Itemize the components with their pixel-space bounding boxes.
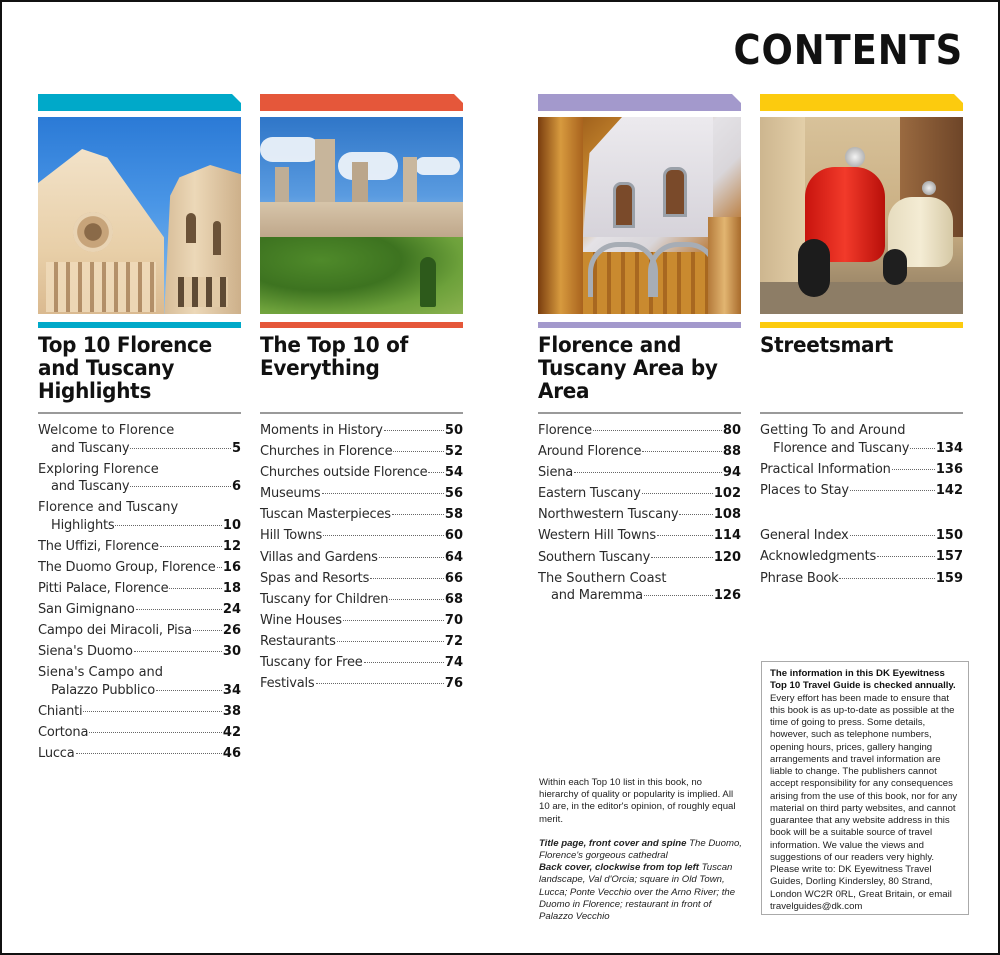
cover-credits: Title page, front cover and spine The Duomo, Florence's gorgeous cathedral Back cover, clockwise from top left Tuscan landscape, Val d'Orcia; square in Old Town, Lucca; Ponte Vecchio over the Arno River; the Duomo in Florence; restaurant in front of Palazzo Vecchio xyxy=(539,837,742,923)
toc-list xyxy=(538,422,741,608)
page-number: 54 xyxy=(444,465,463,481)
section-rule xyxy=(38,322,241,328)
page-number: 50 xyxy=(444,423,463,438)
page-number: 142 xyxy=(935,482,963,498)
page-number: 66 xyxy=(444,570,463,586)
toc-entry[interactable]: Acknowledgments 157 xyxy=(760,549,963,565)
toc-entry[interactable]: Pitti Palace, Florence 18 xyxy=(38,580,241,596)
toc-entry[interactable]: General Index 150 xyxy=(760,528,963,544)
toc-entry[interactable]: Places to Stay 142 xyxy=(760,482,963,498)
toc-entry[interactable]: Cortona 42 xyxy=(38,725,241,741)
toc-list xyxy=(38,422,241,766)
toc-entry[interactable]: The Uffizi, Florence 12 xyxy=(38,538,241,554)
toc-entry[interactable]: Churches in Florence 52 xyxy=(260,444,463,460)
palazzo-vecchio-photo xyxy=(538,117,741,314)
section-tab xyxy=(760,94,963,111)
section-area-by-area xyxy=(538,94,741,604)
page-number: 42 xyxy=(222,725,241,741)
page-number: 70 xyxy=(444,612,463,628)
spacer xyxy=(760,503,963,524)
toc-entry[interactable]: Tuscany for Children 68 xyxy=(260,591,463,607)
page-number: 5 xyxy=(231,440,241,456)
duomo-photo xyxy=(38,117,241,314)
toc-entry[interactable]: Festivals 76 xyxy=(260,676,463,692)
page-number: 18 xyxy=(222,580,241,596)
toc-entry[interactable]: Campo dei Miracoli, Pisa 26 xyxy=(38,623,241,639)
page-number: 94 xyxy=(722,465,741,481)
disclaimer-body: Every effort has been made to ensure that this book is as up-to-date as possible at the time of going to press. Some details, however, such as telephone numbers, opening hours, prices, gallery hanging arrangements and travel information are liable to change. The publishers cannot accept responsibility for any consequences arising from the use of this book, nor for any material on third party websites, and cannot guarantee that any website address in this book will be a suitable source of travel information. We value the views and suggestions of our readers very highly. Please write to: DK Eyewitness Travel Guides, Dorling Kindersley, 80 Strand, London WC2R 0RL, Great Britain, or email travelguides@dk.com xyxy=(770,692,958,912)
page-number: 68 xyxy=(444,591,463,607)
page-number: 60 xyxy=(444,528,463,544)
toc-entry[interactable]: Practical Information 136 xyxy=(760,461,963,477)
divider xyxy=(760,412,963,414)
toc-entry[interactable]: Exploring Florence and Tuscany 6 xyxy=(38,461,241,495)
toc-entry[interactable]: Villas and Gardens 64 xyxy=(260,549,463,565)
toc-entry[interactable]: Phrase Book 159 xyxy=(760,570,963,586)
page-title: CONTENTS xyxy=(733,26,963,74)
page-number: 34 xyxy=(222,682,241,698)
san-gimignano-photo xyxy=(260,117,463,314)
page-number: 136 xyxy=(935,461,963,477)
toc-entry[interactable]: Siena's Duomo 30 xyxy=(38,644,241,660)
section-streetsmart xyxy=(760,94,963,586)
disclaimer-heading: The information in this DK Eyewitness Top 10 Travel Guide is checked annually. xyxy=(770,668,956,692)
editorial-notes xyxy=(539,777,744,923)
section-rule xyxy=(538,322,741,328)
toc-entry[interactable]: Northwestern Tuscany 108 xyxy=(538,507,741,523)
page-number: 108 xyxy=(713,507,741,523)
toc-list xyxy=(760,422,963,591)
page-number: 64 xyxy=(444,549,463,565)
vespa-photo xyxy=(760,117,963,314)
section-tab xyxy=(538,94,741,111)
toc-entry[interactable]: Western Hill Towns 114 xyxy=(538,528,741,544)
toc-entry[interactable]: Moments in History 50 xyxy=(260,423,463,438)
toc-entry[interactable]: Welcome to Florence and Tuscany 5 xyxy=(38,423,241,456)
section-title: Streetsmart xyxy=(760,333,894,358)
section-top-10-everything xyxy=(260,94,463,692)
toc-entry[interactable]: Around Florence 88 xyxy=(538,444,741,460)
page-number: 30 xyxy=(222,644,241,660)
page-number: 88 xyxy=(722,444,741,460)
page-number: 26 xyxy=(222,623,241,639)
page-number: 134 xyxy=(935,440,963,456)
page-number: 76 xyxy=(444,676,463,692)
section-tab xyxy=(260,94,463,111)
page-number: 38 xyxy=(222,703,241,719)
page-number: 56 xyxy=(444,486,463,502)
divider xyxy=(260,412,463,414)
section-title: The Top 10 of Everything xyxy=(260,333,408,381)
page-number: 150 xyxy=(935,528,963,544)
toc-entry[interactable]: The Duomo Group, Florence 16 xyxy=(38,559,241,575)
toc-entry[interactable]: Museums 56 xyxy=(260,486,463,502)
toc-entry[interactable]: Southern Tuscany 120 xyxy=(538,549,741,565)
section-highlights xyxy=(38,94,241,762)
page-number: 80 xyxy=(722,423,741,438)
section-rule xyxy=(260,322,463,328)
section-title: Top 10 Florence and Tuscany Highlights xyxy=(38,333,212,404)
page-number: 52 xyxy=(444,444,463,460)
toc-entry[interactable]: Eastern Tuscany 102 xyxy=(538,486,741,502)
toc-entry[interactable]: Getting To and Around Florence and Tuscany 134 xyxy=(760,423,963,456)
toc-entry[interactable]: Florence 80 xyxy=(538,423,741,438)
page-number: 120 xyxy=(713,549,741,565)
section-title: Florence and Tuscany Area by Area xyxy=(538,333,718,404)
page-number: 126 xyxy=(713,588,741,604)
divider xyxy=(538,412,741,414)
page-number: 16 xyxy=(222,559,241,575)
toc-entry[interactable]: Florence and Tuscany Highlights 10 xyxy=(38,500,241,533)
page-number: 46 xyxy=(222,746,241,762)
page-number: 24 xyxy=(222,602,241,618)
page-number: 6 xyxy=(231,479,241,495)
toc-entry[interactable]: San Gimignano 24 xyxy=(38,602,241,618)
toc-entry[interactable]: Chianti 38 xyxy=(38,703,241,719)
page-number: 74 xyxy=(444,655,463,671)
toc-entry[interactable]: Siena 94 xyxy=(538,465,741,481)
toc-entry[interactable]: Siena's Campo and Palazzo Pubblico 34 xyxy=(38,665,241,698)
divider xyxy=(38,412,241,414)
toc-list xyxy=(260,422,463,696)
page-number: 58 xyxy=(444,507,463,523)
toc-entry[interactable]: Restaurants 72 xyxy=(260,633,463,649)
page-number: 10 xyxy=(222,517,241,533)
page-number: 114 xyxy=(713,528,741,544)
hierarchy-note: Within each Top 10 list in this book, no hierarchy of quality or popularity is implied. All 10 are, in the editor's opinion, of roughly equal merit. xyxy=(539,777,736,825)
section-tab xyxy=(38,94,241,111)
toc-entry[interactable]: Tuscany for Free 74 xyxy=(260,655,463,671)
toc-entry[interactable]: Spas and Resorts 66 xyxy=(260,570,463,586)
page-number: 72 xyxy=(444,633,463,649)
page-number: 102 xyxy=(713,486,741,502)
toc-entry[interactable]: Tuscan Masterpieces 58 xyxy=(260,507,463,523)
page-number: 159 xyxy=(935,570,963,586)
toc-entry[interactable]: Wine Houses 70 xyxy=(260,612,463,628)
toc-entry[interactable]: The Southern Coast and Maremma 126 xyxy=(538,570,741,604)
disclaimer-box xyxy=(761,661,969,915)
toc-entry[interactable]: Hill Towns 60 xyxy=(260,528,463,544)
toc-entry[interactable]: Churches outside Florence 54 xyxy=(260,465,463,481)
toc-entry[interactable]: Lucca 46 xyxy=(38,746,241,762)
page-number: 157 xyxy=(935,549,963,565)
page-number: 12 xyxy=(222,538,241,554)
section-rule xyxy=(760,322,963,328)
